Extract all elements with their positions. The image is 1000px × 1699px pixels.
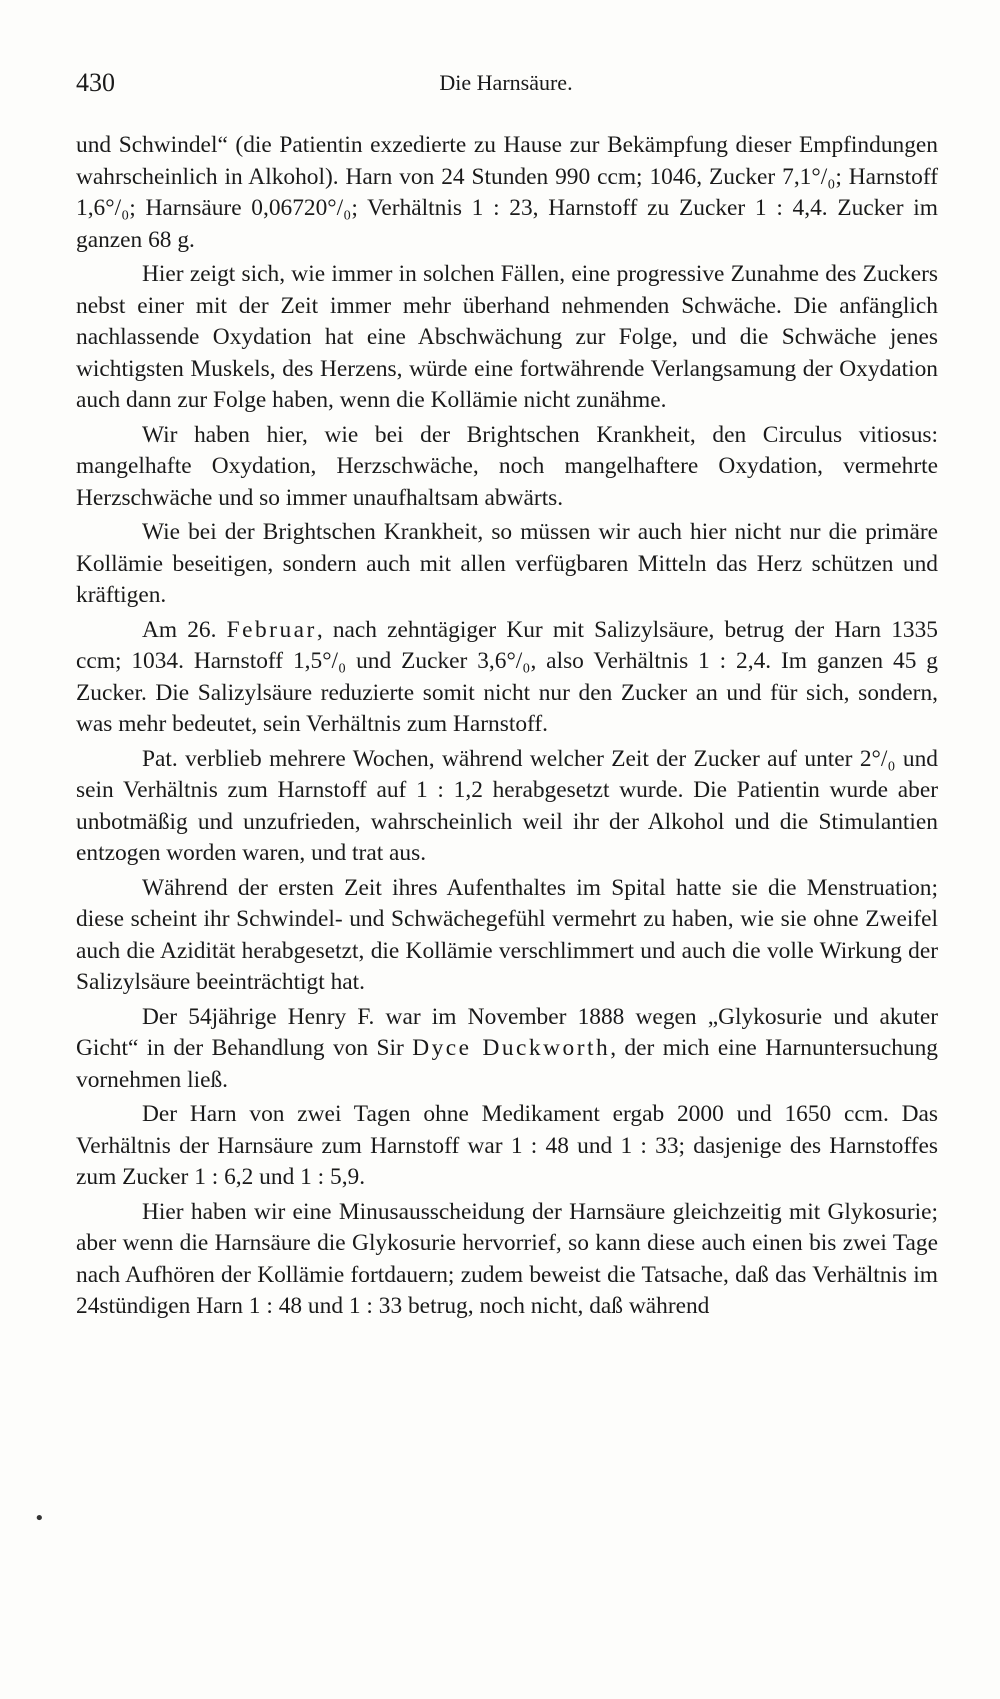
paragraph: Der Harn von zwei Tagen ohne Medikament ergab 2000 und 1650 ccm. Das Verhältnis der Harnsäure zum Harnstoff war 1 : 48 und 1 : 33; dasjenige des Harnstoffes zum Zucker 1 : 6,2 und 1 : 5,9. (76, 1101, 938, 1190)
emphasized-text: Dyce Duckworth (412, 1035, 611, 1061)
page-number: 430 (76, 68, 115, 97)
paragraph: Pat. verblieb mehrere Wochen, während welcher Zeit der Zucker auf unter 2°/₀ und sein Verhältnis zum Harnstoff auf 1 : 1,2 herabgesetzt wurde. Die Patientin wurde aber unbotmäßig und unzufrieden, wahrscheinlich weil ihr der Alkohol und die Stimulantien entzogen worden waren, und trat aus. (76, 745, 938, 866)
paragraph: Wie bei der Brightschen Krankheit, so müssen wir auch hier nicht nur die primäre Kollämie beseitigen, sondern auch mit allen verfügbaren Mitteln das Herz schützen und kräftigen. (76, 519, 938, 608)
paragraph (76, 1002, 938, 1097)
paragraph (76, 615, 938, 741)
paragraph: Hier haben wir eine Minusausscheidung der Harnsäure gleichzeitig mit Glykosurie; aber wenn die Harnsäure die Glykosurie hervorrief, so kann diese auch einen bis zwei Tage nach Aufhören der Kollämie fortdauern; zudem beweist die Tatsache, daß das Verhältnis im 24stündigen Harn 1 : 48 und 1 : 33 betrug, noch nicht, daß während (76, 1198, 938, 1319)
paragraph: Während der ersten Zeit ihres Aufenthaltes im Spital hatte sie die Menstruation; diese scheint ihr Schwindel- und Schwächegefühl vermehrt zu haben, wie sie ohne Zweifel auch die Azidität herabgesetzt, die Kollämie verschlimmert und auch die volle Wirkung der Salizylsäure beeinträchtigt hat. (76, 874, 938, 995)
paragraph: Wir haben hier, wie bei der Brightschen Krankheit, den Circulus vitiosus: mangelhafte Oxydation, Herzschwäche, noch mangelhaftere Oxydation, vermehrte Herzschwäche und so immer unaufhaltsam abwärts. (76, 421, 938, 511)
paragraph-text: , nach zehntägiger Kur mit Salizylsäure, betrug der Harn 1335 ccm; 1034. Harnstoff 1,5°/₀ und Zucker 3,6°/₀, also Verhältnis 1 : 2,4. Im ganzen 45 g Zucker. Die Salizylsäure reduzierte somit nicht nur den Zucker an und für sich, sondern, was mehr bedeutet, sein Verhältnis zum Harnstoff. (76, 616, 938, 737)
paragraph-text: Am 26. (142, 616, 227, 643)
running-title: Die Harnsäure. (439, 70, 573, 95)
paragraph-text: , der mich eine Harnuntersuchung vornehmen ließ. (76, 1035, 938, 1093)
body-text (76, 130, 938, 1326)
page-header (76, 68, 936, 104)
paragraph-text: Der 54jährige Henry F. war im November 1888 wegen „Glykosurie und akuter Gicht“ in der Behandlung von Sir (76, 1003, 938, 1061)
margin-mark-icon: • (34, 1508, 45, 1529)
paragraph: und Schwindel“ (die Patientin exzedierte zu Hause zur Bekämpfung dieser Empfindungen wahrscheinlich in Alkohol). Harn von 24 Stunden 990 ccm; 1046, Zucker 7,1°/₀; Harnstoff 1,6°/₀; Harnsäure 0,06720°/₀; Verhältnis 1 : 23, Harnstoff zu Zucker 1 : 4,4. Zucker im ganzen 68 g. (76, 132, 938, 253)
emphasized-text: Februar (226, 616, 317, 643)
paragraph: Hier zeigt sich, wie immer in solchen Fällen, eine progressive Zunahme des Zuckers nebst einer mit der Zeit immer mehr überhand nehmenden Schwäche. Die anfänglich nachlassende Oxydation hat eine Abschwächung zur Folge, und die Schwäche jenes wichtigsten Muskels, des Herzens, würde eine fortwährende Verlangsamung der Oxydation auch dann zur Folge haben, wenn die Kollämie nicht zunähme. (76, 261, 938, 413)
